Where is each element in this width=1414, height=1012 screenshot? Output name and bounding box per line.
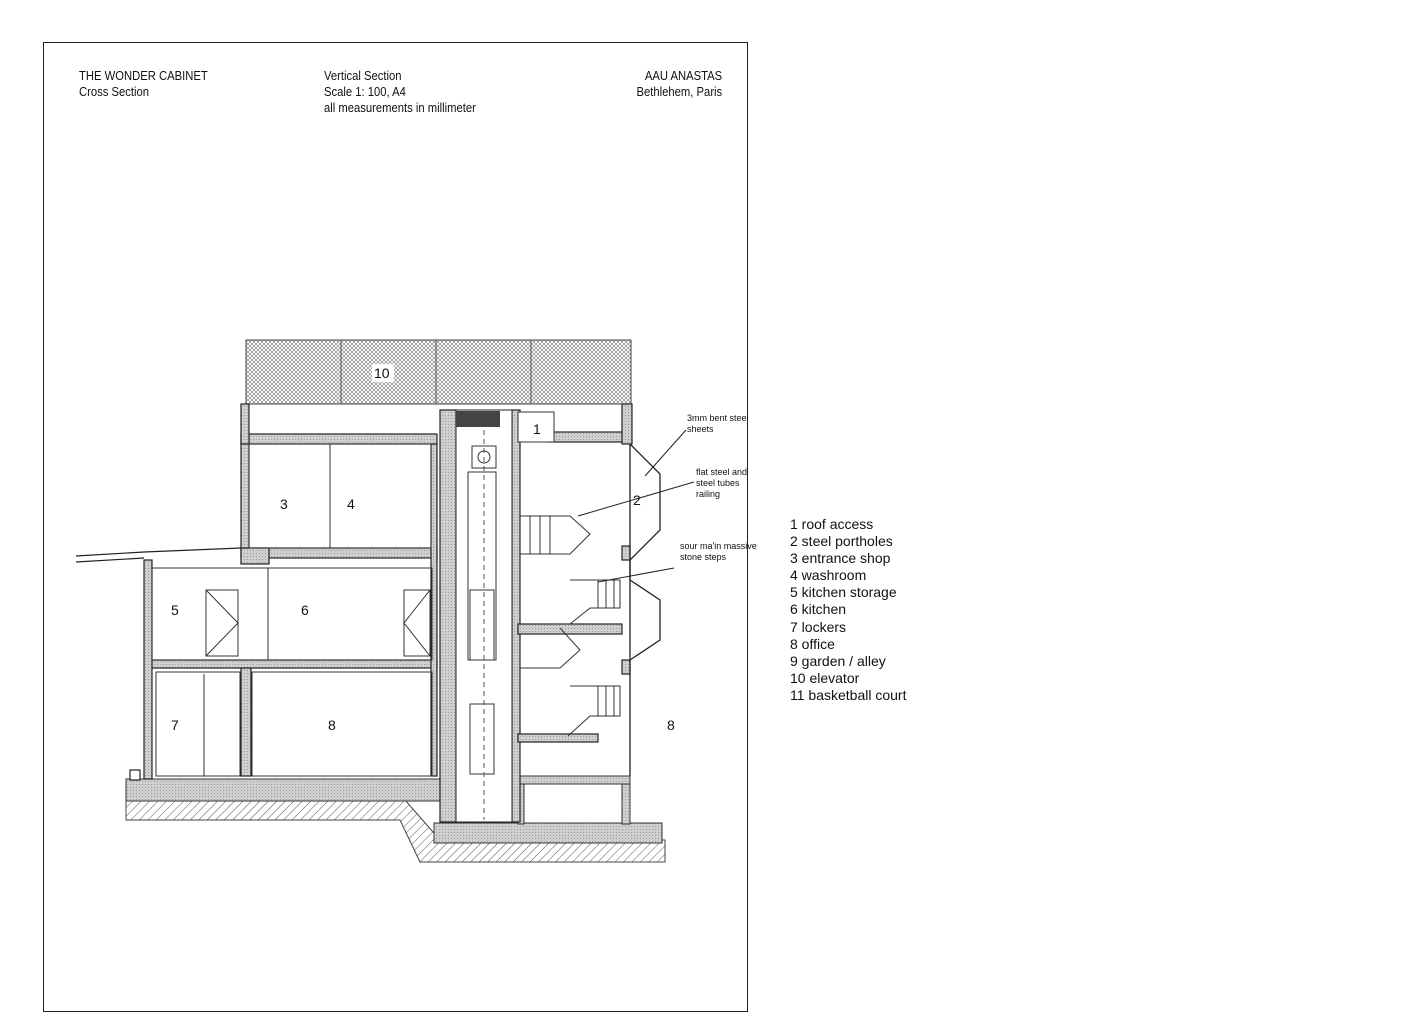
label-5: 5 bbox=[171, 602, 179, 618]
legend-item: 10 elevator bbox=[790, 669, 860, 686]
label-8-right: 8 bbox=[667, 717, 675, 733]
units-note: all measurements in millimeter bbox=[324, 101, 476, 115]
label-6: 6 bbox=[301, 602, 309, 618]
label-4: 4 bbox=[347, 496, 355, 512]
project-subtitle: Cross Section bbox=[79, 85, 150, 99]
note-steps-1: sour ma'in massive bbox=[680, 541, 757, 551]
note-railing-1: flat steel and bbox=[696, 467, 748, 477]
note-bent-steel-2: sheets bbox=[687, 424, 714, 434]
legend-item: 9 garden / alley bbox=[790, 652, 886, 669]
legend bbox=[790, 516, 906, 704]
legend-item: 7 lockers bbox=[790, 618, 847, 635]
label-10: 10 bbox=[374, 365, 390, 381]
legend-item: 8 office bbox=[790, 635, 835, 652]
legend-item: 2 steel portholes bbox=[790, 533, 893, 550]
elevator-shaft bbox=[456, 410, 512, 822]
label-7: 7 bbox=[171, 717, 179, 733]
note-railing-3: railing bbox=[696, 489, 721, 499]
legend-item: 1 roof access bbox=[790, 516, 874, 532]
legend-item: 5 kitchen storage bbox=[790, 584, 897, 601]
roof-mesh-enclosure bbox=[246, 340, 631, 404]
building-structure bbox=[144, 404, 632, 822]
legend-item: 6 kitchen bbox=[790, 601, 847, 618]
note-bent-steel-1: 3mm bent steel bbox=[687, 413, 749, 423]
room-outlines bbox=[152, 444, 432, 776]
annotations bbox=[680, 413, 757, 562]
legend-item: 3 entrance shop bbox=[790, 550, 891, 567]
label-3: 3 bbox=[280, 496, 288, 512]
section-title: Vertical Section bbox=[324, 69, 402, 83]
note-railing-2: steel tubes bbox=[696, 478, 740, 488]
project-title: THE WONDER CABINET bbox=[79, 69, 208, 83]
note-steps-2: stone steps bbox=[680, 552, 727, 562]
label-1: 1 bbox=[533, 421, 541, 437]
architect-location: Bethlehem, Paris bbox=[636, 85, 722, 99]
label-8: 8 bbox=[328, 717, 336, 733]
legend-item: 4 washroom bbox=[790, 567, 867, 584]
legend-item: 11 basketball court bbox=[790, 686, 907, 703]
label-2: 2 bbox=[633, 492, 641, 508]
architect-name: AAU ANASTAS bbox=[644, 69, 722, 83]
scale-note: Scale 1: 100, A4 bbox=[324, 85, 406, 99]
